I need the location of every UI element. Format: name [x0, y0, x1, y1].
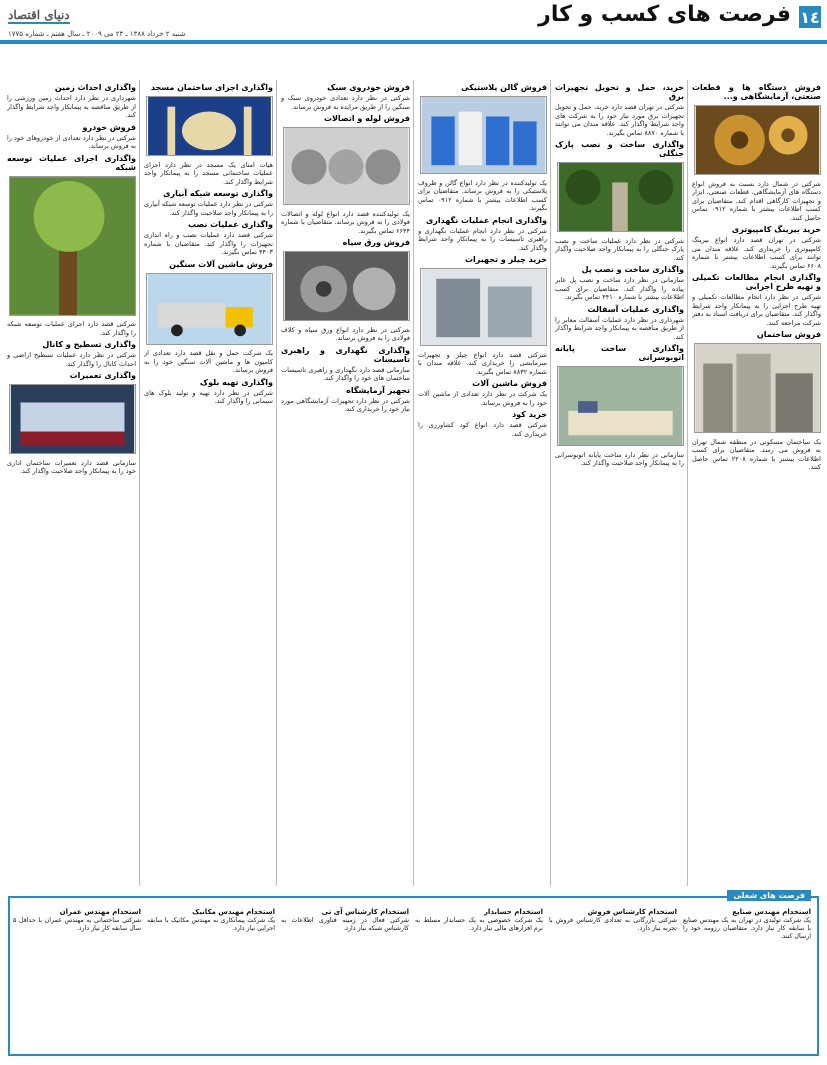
classified-title: استخدام کارشناس آی تی — [321, 908, 409, 916]
article-title: واگذاری اجرای ساختمان مسجد — [150, 83, 273, 92]
article-title: خرید، حمل و تحویل تجهیزات برق — [555, 83, 684, 101]
article-body: شرکتی در نظر دارد انجام عملیات نگهداری و راهبری تاسیسات را به پیمانکار واجد شرایط واگذار کند. — [418, 226, 547, 252]
classified-title: استخدام مهندس عمران — [59, 908, 141, 916]
classified-body: شرکتی فعال در زمینه فناوری اطلاعات به کارشناس شبکه نیاز دارد. — [281, 917, 409, 933]
classified-item — [683, 906, 811, 1054]
article-body: شرکتی در نظر دارد تعدادی خودروی سبک و سنگین را از طریق مزایده به فروش برساند. — [281, 94, 410, 111]
column-divider — [550, 80, 551, 886]
job-classifieds-box — [8, 891, 819, 1056]
page-number: ١٤ — [800, 7, 820, 27]
article-body: شرکتی در نظر دارد تجهیزات آزمایشگاهی مورد نیاز خود را خریداری کند. — [281, 396, 410, 413]
classified-item — [281, 906, 409, 1054]
article-title: فروش ماشین آلات — [472, 379, 547, 388]
park-image — [557, 162, 684, 232]
article-body: شرکتی در نظر دارد انواع ورق سیاه و کلاف فولادی را به فروش برساند. — [281, 325, 410, 342]
article-body: سازمانی در نظر دارد ساخت و نصب پل عابر پیاده را واگذار کند. متقاضیان برای کسب اطلاعات بیشتر با شماره ۴۴۱۰ تماس بگیرند. — [555, 276, 684, 301]
article-title: فروش ماشین آلات سنگین — [169, 259, 273, 269]
article-body: شرکتی در نظر دارد عملیات ساخت و نصب پارک جنگلی را به پیمانکار واجد صلاحیت واگذار کند. — [555, 236, 684, 262]
article-body: یک تولیدکننده قصد دارد انواع لوله و اتصالات فولادی را به فروش برساند. متقاضیان با شماره ۶۶۴۴ تماس بگیرند. — [281, 209, 410, 235]
article-title: فروش ورق سیاه — [342, 238, 410, 247]
classified-title: استخدام حسابدار — [483, 908, 543, 916]
article-body: یک ساختمان مسکونی در منطقه شمال تهران به فروش می رسد. متقاضیان برای کسب اطلاعات بیشتر با شماره ۲۲۰۸ تماس حاصل کنند. — [692, 437, 821, 471]
bus-terminal-image — [557, 366, 684, 446]
article-body: یک تولیدکننده در نظر دارد انواع گالن و ظروف پلاستیکی را به فروش برساند. متقاضیان برای کسب اطلاعات بیشتر با شماره ۰۹۱۲ تماس بگیرند. — [418, 178, 547, 212]
truck-image — [146, 273, 273, 345]
dateline: شنبه ۲ خرداد ۱۳۸۸ ـ ۲۳ می ۲۰۰۹ ـ سال هفتم ـ شماره ۱۷۷۵ — [8, 30, 186, 38]
column-6 — [7, 80, 136, 886]
article-title: واگذاری انجام مطالعات تکمیلی و تهیه طرح اجرایی — [692, 273, 821, 291]
article-body: شرکتی قصد دارد اجرای عملیات توسعه شبکه را واگذار کند. — [7, 320, 136, 337]
gears-image — [694, 105, 821, 175]
article-title: خرید بیرینگ کامپیوتری — [731, 225, 821, 234]
article-body: شرکتی در نظر دارد عملیات تسطیح اراضی و احداث کانال را واگذار کند. — [7, 351, 136, 368]
article-title: واگذاری تعمیرات — [69, 371, 136, 380]
column-4 — [281, 80, 410, 886]
header-rule — [0, 40, 827, 44]
classified-item — [147, 906, 275, 1054]
article-title: خرید کود — [512, 410, 547, 419]
classifieds-title: فرصت های شغلی — [727, 890, 811, 901]
column-1 — [692, 80, 821, 886]
article-body: هیات امنای یک مسجد در نظر دارد اجرای عملیات ساختمانی مسجد را به پیمانکار واجد شرایط واگذار کند. — [144, 160, 273, 186]
article-title: واگذاری عملیات آسفالت — [587, 304, 684, 314]
article-body: شهرداری در نظر دارد احداث زمین ورزشی را از طریق مناقصه به پیمانکار واجد شرایط واگذار کند. — [7, 94, 136, 119]
article-title: واگذاری نگهداری و راهبری تاسیسات — [281, 345, 410, 364]
article-title: فروش لوله و اتصالات — [323, 114, 410, 123]
newspaper-logo: دنیای اقتصاد — [8, 8, 70, 22]
article-body: شرکتی قصد دارد عملیات نصب و راه اندازی تجهیزات را واگذار کند. متقاضیان با شماره ۴۴۰۳ تماس بگیرند. — [144, 231, 273, 256]
article-title: واگذاری تهیه بلوک — [199, 377, 273, 387]
column-2 — [555, 80, 684, 886]
article-body: شرکتی در نظر دارد عملیات توسعه شبکه آبیاری را به پیمانکار واجد صلاحیت واگذار کند. — [144, 200, 273, 217]
chiller-image — [420, 268, 547, 346]
article-title: واگذاری ساخت پایانه اتوبوسرانی — [555, 344, 684, 362]
article-body: یک شرکت حمل و نقل قصد دارد تعدادی از کامیون ها و ماشین آلات سنگین خود را به فروش برساند. — [144, 349, 273, 374]
article-body: شرکتی در نظر دارد انجام مطالعات تکمیلی و تهیه طرح اجرایی را به پیمانکار واجد شرایط واگذار کند. متقاضیان برای دریافت اسناد به دفتر شرکت مراجعه کنند. — [692, 293, 821, 327]
classified-item — [549, 906, 677, 1054]
plastic-containers-image — [420, 96, 547, 174]
article-title: فروش گالن پلاستیکی — [461, 83, 547, 92]
article-body: شرکتی در نظر دارد تعدادی از خودروهای خود را به فروش برساند. — [7, 133, 136, 150]
article-body: شرکتی در تهران قصد دارد انواع بیرینگ کامپیوتری را خریداری کند. علاقه مندان می توانند برای کسب اطلاعات بیشتر با شماره ۶۶۰۸ تماس بگیرند. — [692, 236, 821, 270]
article-title: فروش خودروی سبک — [327, 83, 410, 92]
article-title: واگذاری ساخت و نصب پل — [581, 265, 684, 274]
mosque-image — [146, 96, 273, 156]
article-title: واگذاری عملیات نصب — [188, 220, 273, 229]
article-title: واگذاری تسطیح و کانال — [42, 340, 136, 349]
classified-body: یک شرکت تولیدی در تهران به یک مهندس صنایع با سابقه کار نیاز دارد. متقاضیان رزومه خود را ارسال کنند. — [683, 917, 811, 941]
columns-area — [6, 80, 821, 886]
section-title: فرصت های کسب و کار — [538, 2, 791, 27]
article-body: شرکتی قصد دارد انواع کود کشاورزی را خریداری کند. — [418, 421, 547, 438]
article-body: سازمانی قصد دارد تعمیرات ساختمان اداری خود را به پیمانکار واجد صلاحیت واگذار کند. — [7, 458, 136, 475]
article-title: خرید چیلر و تجهیزات — [464, 255, 547, 264]
article-title: واگذاری انجام عملیات نگهداری — [425, 215, 547, 225]
article-title: فروش ساختمان — [756, 330, 821, 339]
column-divider — [413, 80, 414, 886]
article-body: سازمانی قصد دارد نگهداری و راهبری تاسیسات ساختمان های خود را واگذار کند. — [281, 365, 410, 382]
article-body: شهرداری در نظر دارد عملیات آسفالت معابر را از طریق مناقصه به پیمانکار واجد شرایط واگذار کند. — [555, 315, 684, 341]
article-body: شرکتی در شمال دارد نسبت به فروش انواع دستگاه های آزمایشگاهی، قطعات صنعتی، ابزار و تجهیزات کارگاهی اقدام کند. متقاضیان برای کسب اطلاعات بیشتر با شماره ۰۹۱۲ تماس حاصل کنند. — [692, 179, 821, 222]
article-title: فروش خودرو — [82, 122, 136, 132]
classified-body: شرکتی بازرگانی به تعدادی کارشناس فروش با تجربه نیاز دارد. — [549, 917, 677, 933]
steel-coils-image — [283, 251, 410, 321]
column-divider — [276, 80, 277, 886]
article-title: فروش دستگاه ها و قطعات صنعتی، آزمایشگاهی و... — [692, 83, 821, 101]
article-body: شرکتی در تهران قصد دارد خرید، حمل و تحویل تجهیزات برق مورد نیاز خود را به شرکت های واجد شرایط واگذار کند. علاقه مندان می توانند با شماره ۸۸۷۰ تماس بگیرند. — [555, 103, 684, 137]
classified-title: استخدام مهندس صنایع — [732, 908, 811, 916]
article-title: واگذاری اجرای عملیات توسعه شبکه — [7, 153, 136, 172]
tree-image — [9, 176, 136, 316]
classified-body: شرکتی ساختمانی به مهندس عمران با حداقل ۵ سال سابقه کار نیاز دارد. — [13, 917, 141, 933]
article-body: سازمانی در نظر دارد ساخت پایانه اتوبوسرانی را به پیمانکار واجد صلاحیت واگذار کند. — [555, 450, 684, 467]
article-body: یک شرکت در نظر دارد تعدادی از ماشین آلات خود را به فروش برساند. — [418, 390, 547, 407]
classified-item — [415, 906, 543, 1054]
article-body: شرکتی در نظر دارد تهیه و تولید بلوک های سیمانی را واگذار کند. — [144, 388, 273, 405]
article-title: واگذاری احداث زمین — [54, 83, 136, 92]
classified-title: استخدام کارشناس فروش — [587, 908, 677, 916]
buildings-image — [694, 343, 821, 433]
classified-title: استخدام مهندس مکانیک — [192, 908, 275, 916]
pipes-image — [283, 127, 410, 205]
masthead — [0, 0, 827, 54]
classified-body: یک شرکت خصوصی به یک حسابدار مسلط به نرم افزارهای مالی نیاز دارد. — [415, 917, 543, 933]
train-interior-image — [9, 384, 136, 454]
classified-item — [13, 906, 141, 1054]
article-title: واگذاری توسعه شبکه آبیاری — [163, 189, 273, 198]
article-body: شرکتی قصد دارد انواع چیلر و تجهیزات سرمایشی را خریداری کند. علاقه مندان با شماره ۸۸۳۲ تماس بگیرند. — [418, 350, 547, 376]
column-5 — [144, 80, 273, 886]
classified-body: یک شرکت پیمانکاری به مهندس مکانیک با سابقه اجرایی نیاز دارد. — [147, 917, 275, 933]
column-divider — [139, 80, 140, 886]
column-divider — [687, 80, 688, 886]
article-title: تجهیز آزمایشگاه — [346, 385, 410, 395]
article-title: واگذاری ساخت و نصب پارک جنگلی — [555, 140, 684, 158]
column-3 — [418, 80, 547, 886]
